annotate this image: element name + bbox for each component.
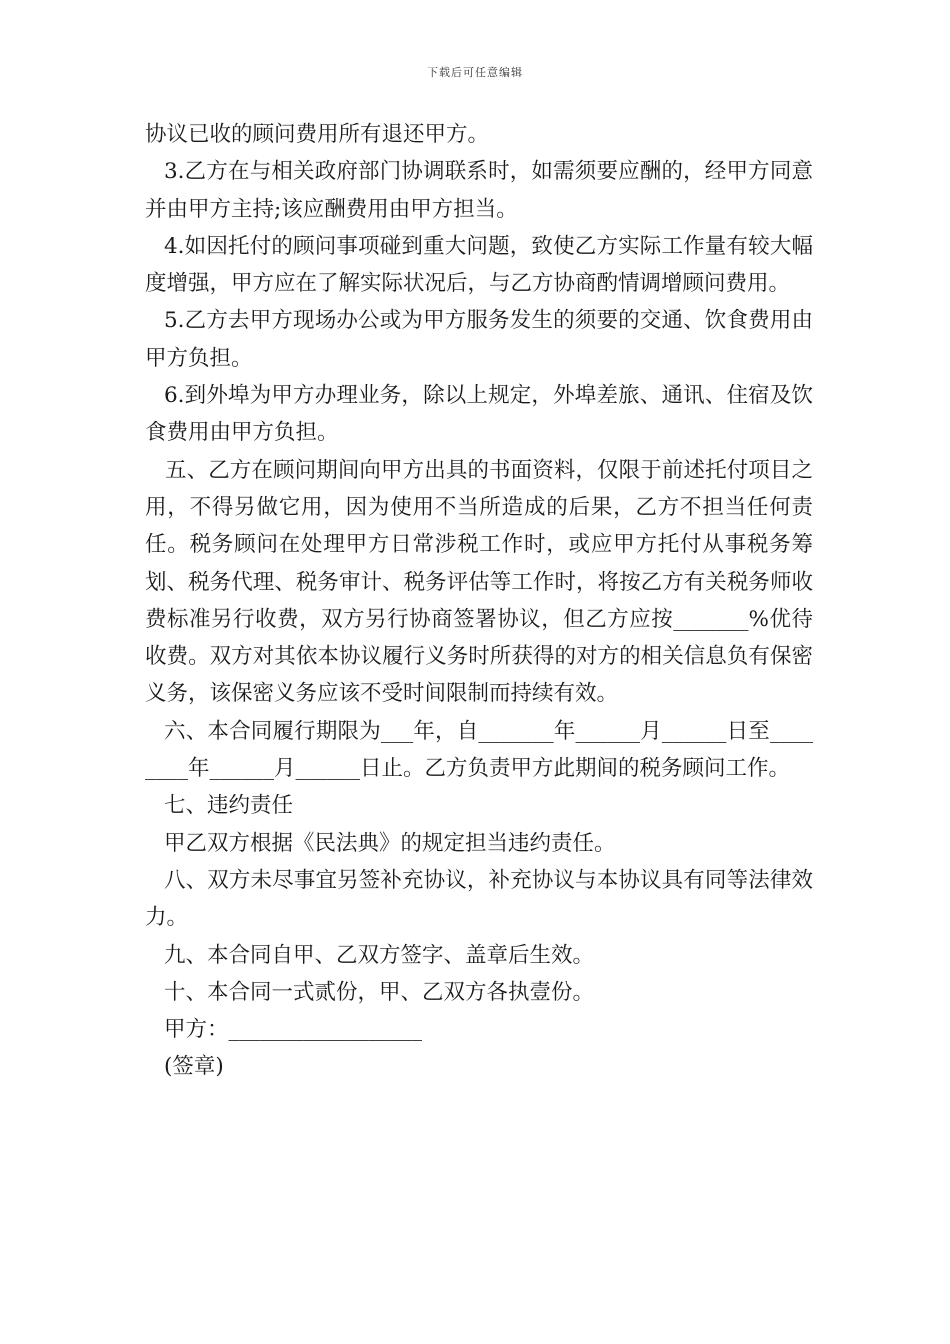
paragraph-section-8: 八、双方未尽事宜另签补充协议，补充协议与本协议具有同等法律效力。 (145, 867, 813, 931)
paragraph-clause-3: 3.乙方在与相关政府部门协调联系时，如需须要应酬的，经甲方同意并由甲方主持;该应酬费用由甲方担当。 (145, 159, 813, 222)
paragraph-refund: 协议已收的顾问费用所有退还甲方。 (145, 122, 490, 147)
paragraph-clause-6: 6.到外埠为甲方办理业务，除以上规定，外埠差旅、通讯、住宿及饮食费用由甲方负担。 (145, 383, 813, 446)
signature-seal: (签章) (164, 1054, 224, 1080)
paragraph-section-10: 十、本合同一式贰份，甲、乙双方各执壹份。 (164, 979, 595, 1005)
document-body (145, 116, 813, 1086)
paragraph-clause-4: 4.如因托付的顾问事项碰到重大问题，致使乙方实际工作量有较大幅度增强，甲方应在了解实际状况后，与乙方协商酌情调增顾问费用。 (145, 233, 813, 297)
page-header-note: 下载后可任意编辑 (427, 66, 523, 79)
paragraph-section-6: 六、本合同履行期限为___年，自_______年______月______日至________年______月______日止。乙方负责甲方此期间的税务顾问工作。 (145, 718, 813, 782)
signature-party-a: 甲方：__________________ (164, 1017, 423, 1043)
paragraph-section-7-title: 七、违约责任 (164, 793, 294, 819)
paragraph-clause-5: 5.乙方去甲方现场办公或为甲方服务发生的须要的交通、饮食费用由甲方负担。 (145, 308, 813, 371)
paragraph-section-7-body: 甲乙双方根据《民法典》的规定担当违约责任。 (164, 830, 616, 856)
paragraph-section-5: 五、乙方在顾问期间向甲方出具的书面资料，仅限于前述托付项目之用，不得另做它用，因为使用不当所造成的后果，乙方不担当任何责任。税务顾问在处理甲方日常涉税工作时，或应甲方托付从事税务筹划、税务代理、税务审计、税务评估等工作时，将按乙方有关税务师收费标准另行收费，双方另行协商签署协议，但乙方应按_______%优待收费。双方对其依本协议履行义务时所获得的对方的相关信息负有保密义务，该保密义务应该不受时间限制而持续有效。 (145, 457, 813, 707)
paragraph-section-9: 九、本合同自甲、乙双方签字、盖章后生效。 (164, 942, 595, 968)
